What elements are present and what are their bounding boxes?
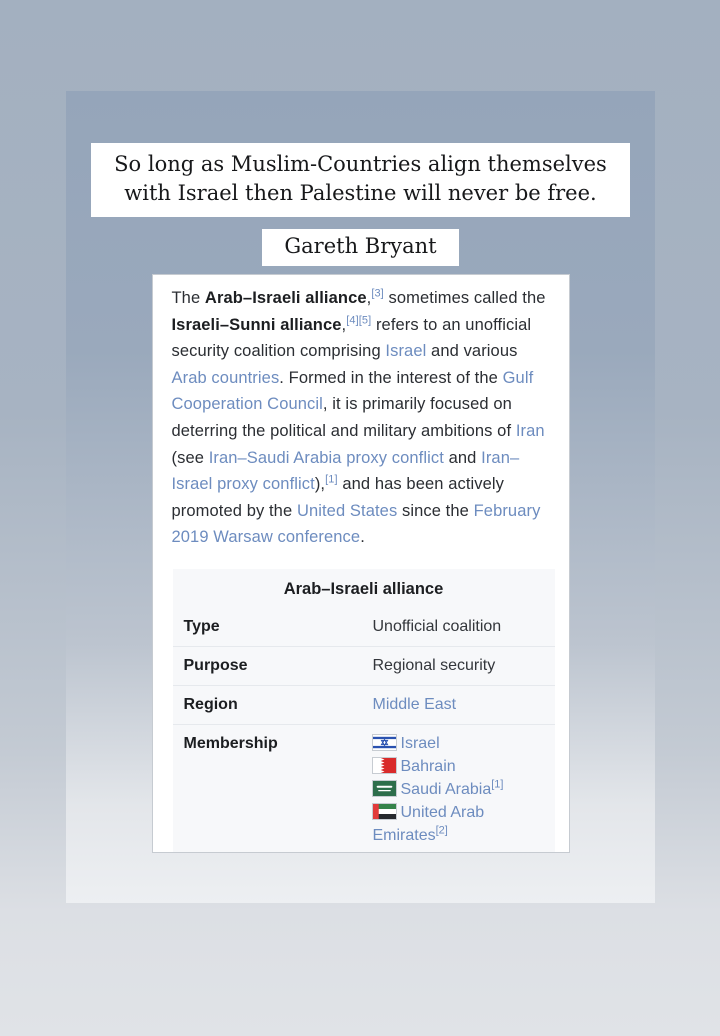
bold-text: Israeli–Sunni alliance [171, 315, 342, 334]
membership-list [373, 732, 555, 847]
text: . Formed in the interest of the [279, 368, 503, 387]
text: ), [314, 475, 326, 494]
text: refers to an unofficial security coalition comprising [171, 315, 532, 361]
infobox-value: Regional security [372, 656, 496, 674]
member-link[interactable]: United Arab Emirates [372, 803, 485, 844]
membership-item [373, 801, 549, 847]
infobox-value: Unofficial coalition [372, 617, 502, 635]
ref-link[interactable]: [1] [325, 473, 338, 486]
bold-text: Arab–Israeli alliance [204, 289, 367, 307]
infobox-label: Membership [183, 734, 278, 752]
text: and has been actively promoted by the [171, 475, 505, 520]
infobox-label: Region [183, 695, 238, 713]
wiki-link[interactable]: Iran [515, 421, 545, 440]
infobox-title: Arab–Israeli alliance [283, 579, 444, 598]
membership-item [373, 755, 549, 778]
text: and [443, 448, 482, 467]
ref-link[interactable]: [1] [491, 778, 504, 791]
text: , [366, 289, 372, 307]
attribution-box [262, 229, 458, 266]
membership-item [373, 778, 549, 801]
quote-attribution: Gareth Bryant [284, 234, 437, 258]
quote-box [91, 143, 630, 217]
article-paragraph [172, 285, 550, 551]
infobox-label: Type [183, 617, 220, 635]
uae-flag-icon[interactable] [373, 804, 396, 819]
bahrain-flag-icon[interactable] [373, 758, 396, 773]
region-link[interactable]: Middle East [372, 695, 457, 713]
saudi-arabia-flag-icon[interactable] [373, 781, 396, 796]
text: sometimes called the [383, 289, 546, 307]
text: (see [171, 448, 209, 467]
wiki-link[interactable]: Iran–Saudi Arabia proxy conflict [208, 448, 444, 467]
infobox-row-region [173, 685, 555, 724]
wiki-link[interactable]: Israel [385, 342, 427, 361]
text: , it is primarily focused on deterring the political and military ambitions of [171, 395, 516, 440]
infobox-label: Purpose [183, 656, 248, 674]
infobox-row-purpose [173, 646, 555, 685]
text: The [171, 289, 205, 307]
content-card [66, 91, 655, 903]
infobox [173, 569, 555, 853]
wikipedia-excerpt-card [152, 274, 570, 853]
text: , [341, 315, 347, 334]
member-link[interactable]: Israel [400, 734, 440, 752]
wiki-link[interactable]: United States [296, 501, 398, 520]
wiki-link[interactable]: Iran–Israel proxy conflict [171, 448, 520, 494]
ref-link[interactable]: [2] [435, 824, 448, 837]
member-link[interactable]: Bahrain [400, 757, 456, 775]
wiki-link[interactable]: February 2019 Warsaw conference [171, 501, 541, 547]
member-link[interactable]: Saudi Arabia [400, 780, 492, 798]
text: since the [397, 501, 474, 520]
israel-flag-icon[interactable] [373, 735, 396, 750]
ref-link[interactable]: [4][5] [346, 314, 372, 327]
quote-line-1: So long as Muslim-Countries align themselves [114, 152, 607, 176]
membership-item [373, 732, 549, 755]
text: and various [426, 342, 518, 361]
text: . [360, 528, 365, 547]
quote-line-2: with Israel then Palestine will never be free. [124, 181, 597, 205]
ref-link[interactable]: [3] [371, 287, 384, 300]
wiki-link[interactable]: Gulf Cooperation Council [171, 368, 534, 414]
infobox-row-type [173, 608, 555, 646]
wiki-link[interactable]: Arab countries [171, 368, 280, 387]
infobox-row-membership [173, 724, 555, 853]
